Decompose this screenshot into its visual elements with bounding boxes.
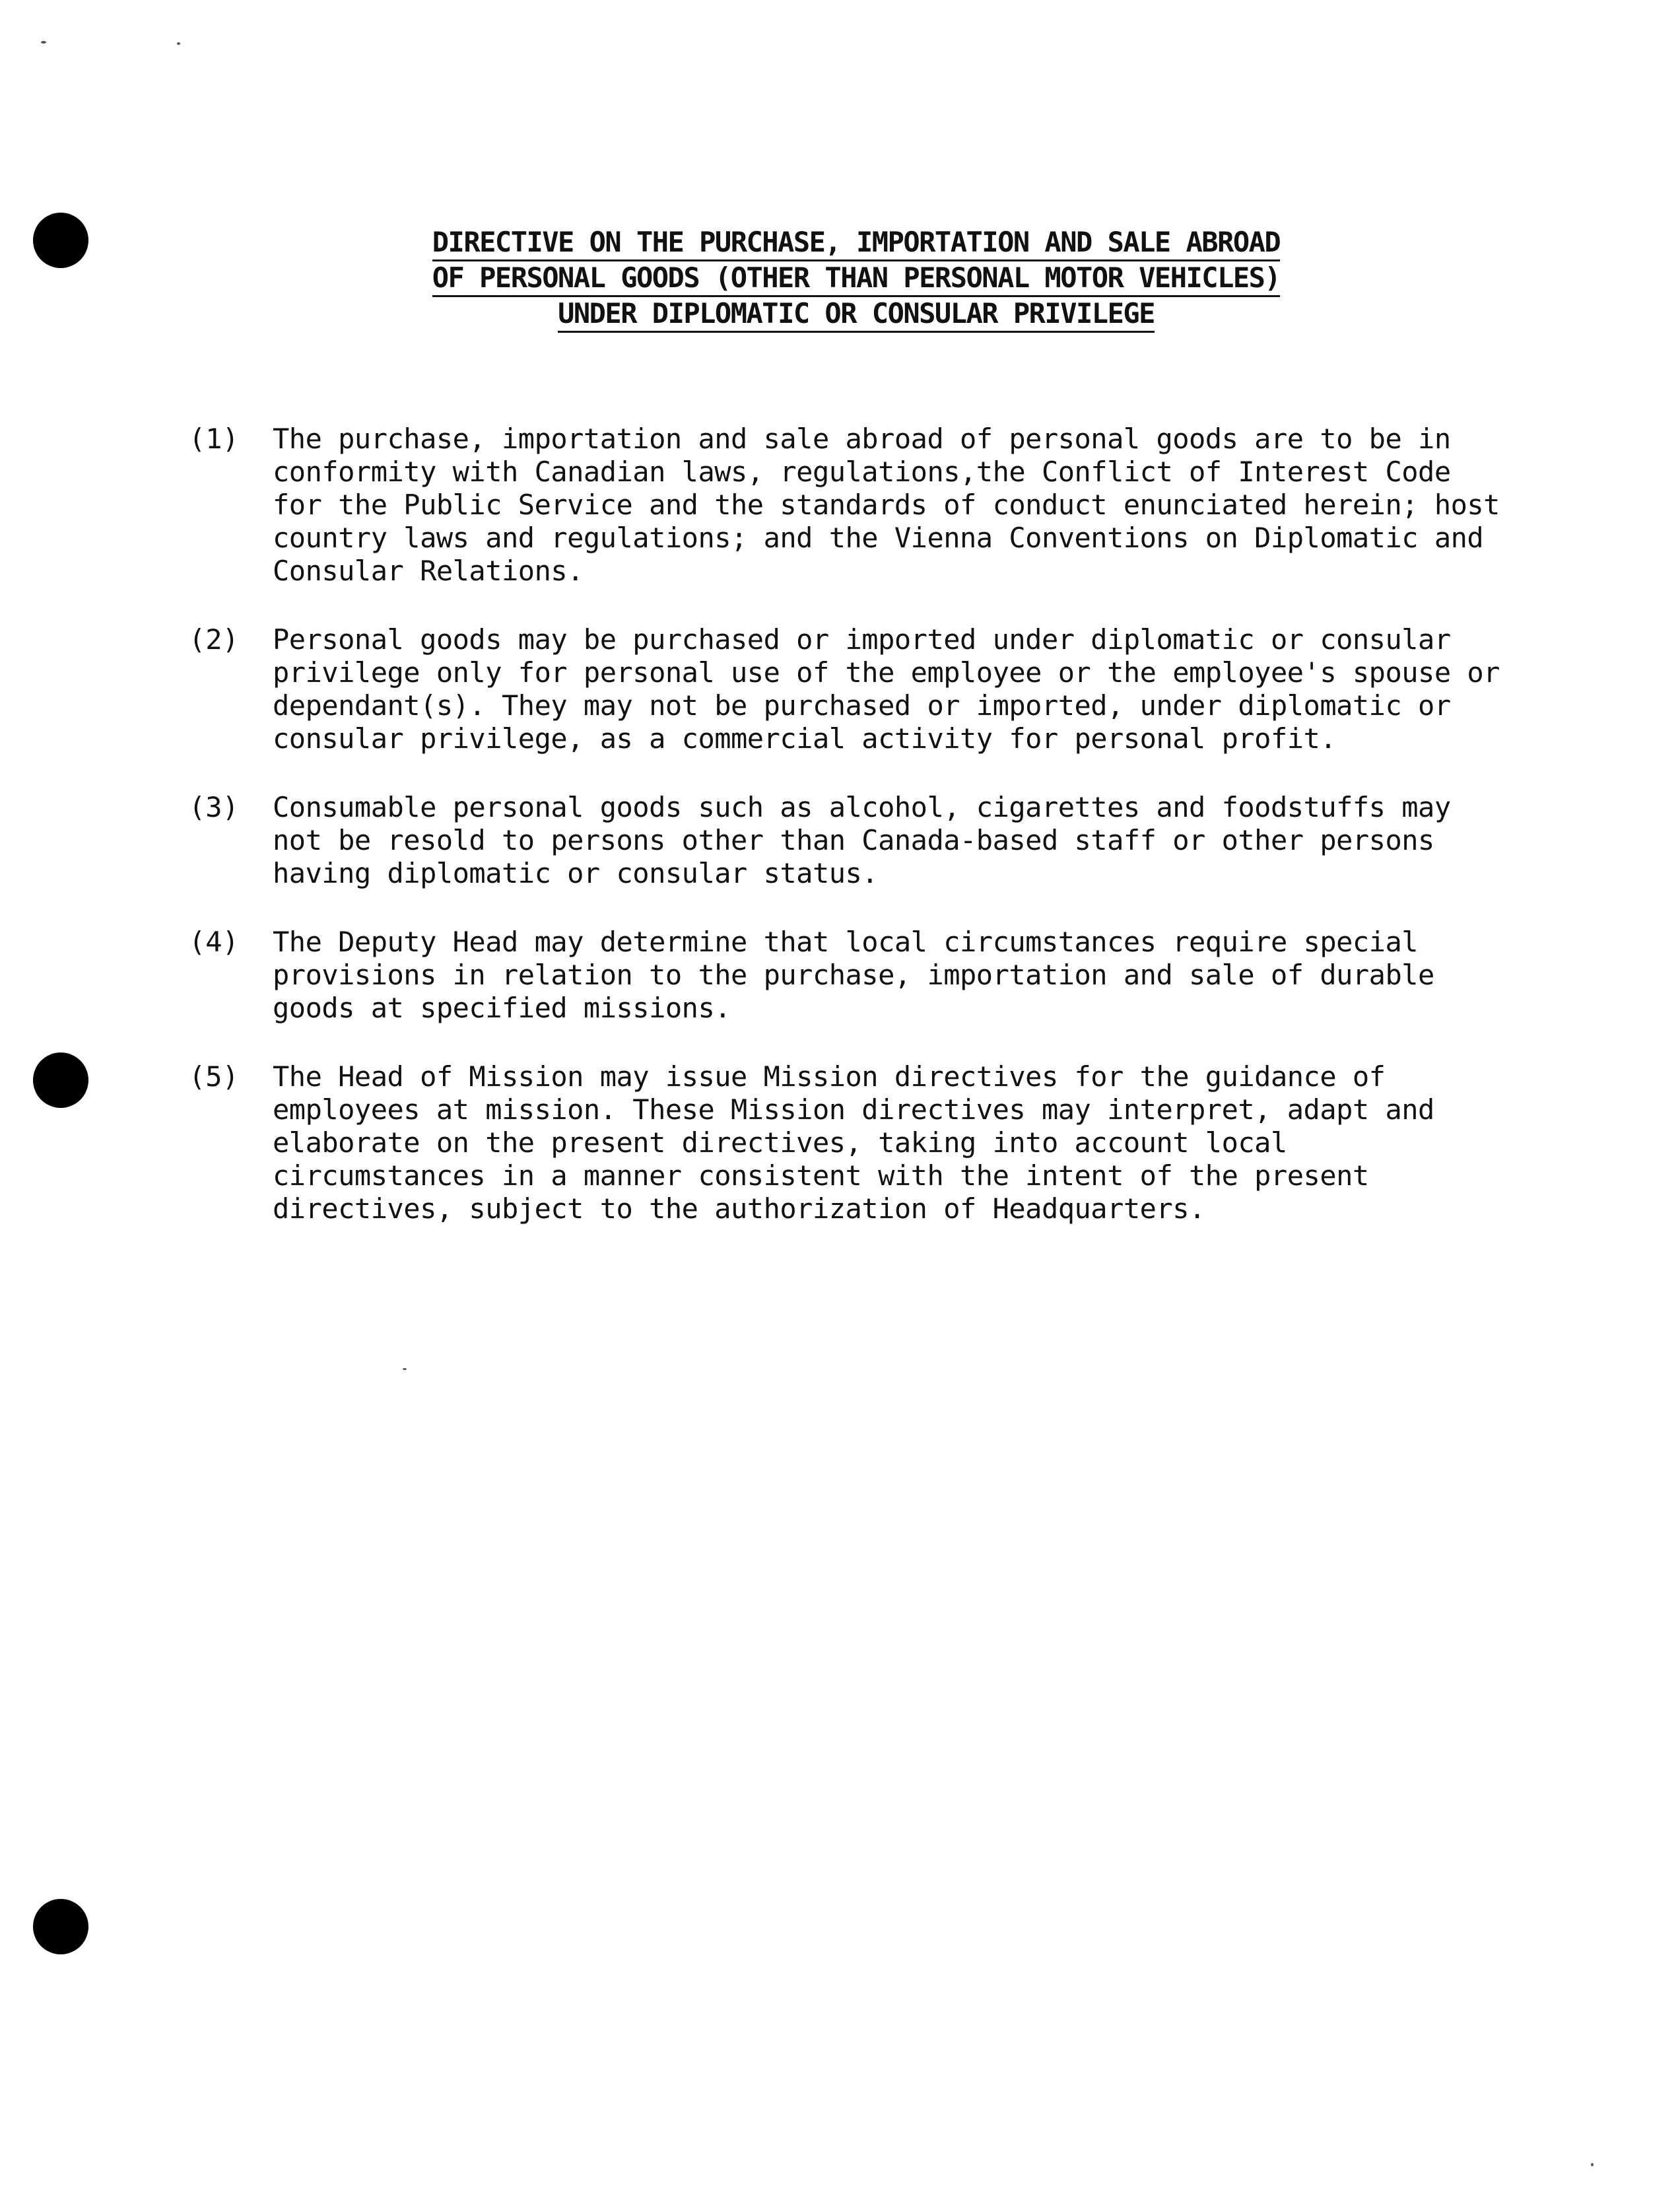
text-line: Consumable personal goods such as alcohol, cigarettes and foodstuffs may — [273, 791, 1451, 823]
text-line: goods at specified missions. — [273, 992, 731, 1024]
punch-hole-middle — [33, 1052, 88, 1108]
text-line: elaborate on the present directives, taking into account local — [273, 1126, 1287, 1159]
directive-list — [189, 423, 1542, 1261]
item-text — [273, 423, 1542, 588]
item-number: (4) — [189, 926, 239, 958]
text-line: having diplomatic or consular status. — [273, 857, 879, 889]
title-line-2: OF PERSONAL GOODS (OTHER THAN PERSONAL MOTOR VEHICLES) — [432, 261, 1280, 297]
text-line: Consular Relations. — [273, 555, 584, 587]
item-text — [273, 926, 1542, 1025]
text-line: conformity with Canadian laws, regulations,the Conflict of Interest Code — [273, 456, 1451, 488]
item-number: (3) — [189, 791, 239, 823]
scan-speck — [177, 42, 180, 45]
text-line: Personal goods may be purchased or imported under diplomatic or consular — [273, 623, 1451, 656]
item-number: (2) — [189, 623, 239, 656]
text-line: not be resold to persons other than Canada-based staff or other persons — [273, 824, 1434, 856]
directive-item-2 — [189, 623, 1542, 755]
text-line: The purchase, importation and sale abroad of personal goods are to be in — [273, 423, 1451, 455]
text-line: directives, subject to the authorization of Headquarters. — [273, 1192, 1205, 1225]
text-line: country laws and regulations; and the Vienna Conventions on Diplomatic and — [273, 522, 1484, 554]
directive-item-5 — [189, 1060, 1542, 1225]
text-line: for the Public Service and the standards of conduct enunciated herein; host — [273, 489, 1500, 521]
document-title — [404, 226, 1308, 333]
punch-hole-bottom — [33, 1899, 88, 1954]
item-text — [273, 791, 1542, 890]
text-line: employees at mission. These Mission directives may interpret, adapt and — [273, 1093, 1434, 1126]
text-line: The Head of Mission may issue Mission directives for the guidance of — [273, 1060, 1386, 1093]
text-line: privilege only for personal use of the employee or the employee's spouse or — [273, 656, 1500, 689]
directive-item-4 — [189, 926, 1542, 1025]
item-text — [273, 623, 1542, 755]
text-line: dependant(s). They may not be purchased or imported, under diplomatic or — [273, 689, 1451, 722]
text-line: circumstances in a manner consistent with the intent of the present — [273, 1159, 1369, 1192]
item-text — [273, 1060, 1542, 1225]
title-line-1: DIRECTIVE ON THE PURCHASE, IMPORTATION AND SALE ABROAD — [432, 226, 1280, 261]
scan-speck — [41, 41, 46, 44]
item-number: (5) — [189, 1060, 239, 1093]
text-line: provisions in relation to the purchase, importation and sale of durable — [273, 959, 1434, 991]
text-line: consular privilege, as a commercial activity for personal profit. — [273, 722, 1337, 755]
directive-item-1 — [189, 423, 1542, 588]
scan-speck — [1591, 2163, 1594, 2166]
item-number: (1) — [189, 423, 239, 455]
text-line: The Deputy Head may determine that local circumstances require special — [273, 926, 1419, 958]
directive-item-3 — [189, 791, 1542, 890]
scan-speck — [403, 1368, 407, 1370]
title-line-3: UNDER DIPLOMATIC OR CONSULAR PRIVILEGE — [558, 297, 1155, 333]
punch-hole-top — [33, 213, 88, 268]
